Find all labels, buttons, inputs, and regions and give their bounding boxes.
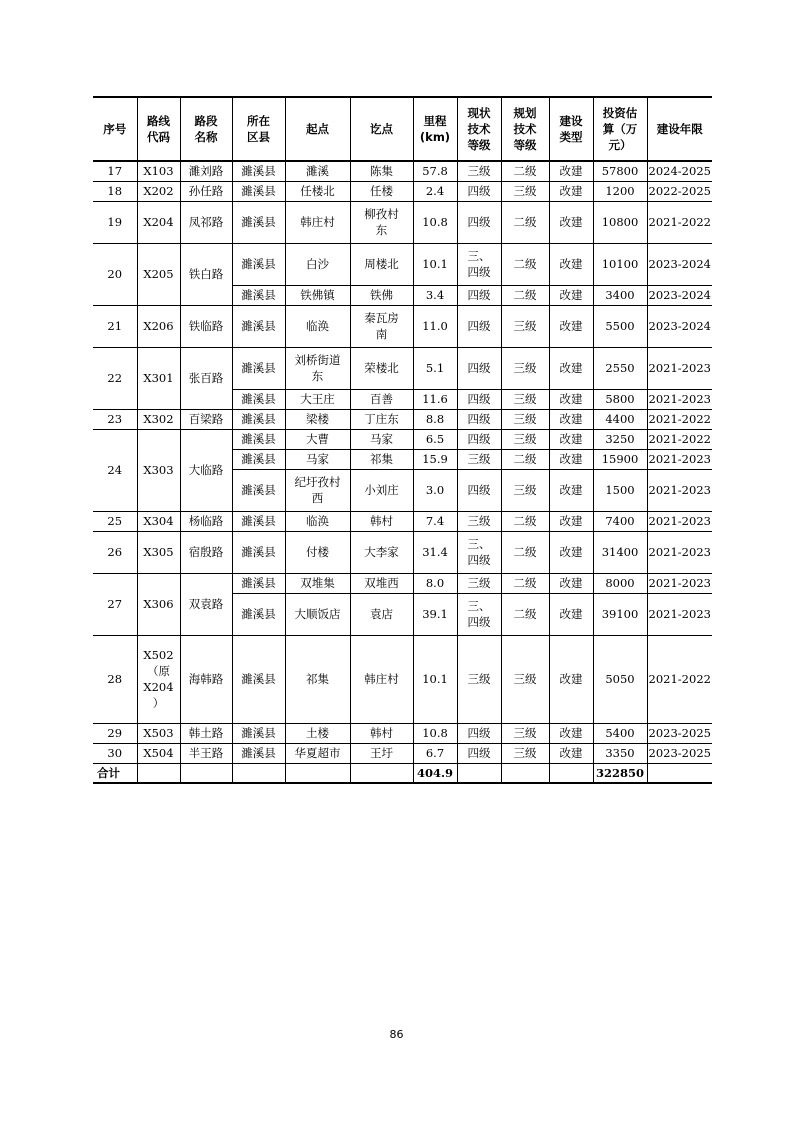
table-row	[93, 305, 712, 347]
investment-cell: 10100	[593, 243, 647, 285]
planned-grade-cell: 三级	[501, 347, 549, 389]
planned-grade-cell: 三级	[501, 469, 549, 511]
start-point-cell: 双堆集	[285, 573, 350, 593]
start-point-cell: 大王庄	[285, 389, 350, 409]
investment-cell: 3350	[593, 743, 647, 763]
route-code-cell: X303	[137, 429, 180, 511]
planned-grade-cell: 三级	[501, 305, 549, 347]
construction-type-cell: 改建	[549, 593, 593, 635]
mileage-cell: 10.1	[413, 243, 457, 285]
county-cell: 濉溪县	[232, 449, 285, 469]
construction-period-cell: 2021-2022	[647, 201, 712, 243]
current-grade-cell: 四级	[457, 743, 501, 763]
road-name-cell: 濉刘路	[180, 161, 232, 181]
route-code-cell: X202	[137, 181, 180, 201]
start-point-cell: 华夏超市	[285, 743, 350, 763]
start-point-cell: 临涣	[285, 511, 350, 531]
start-point-cell: 濉溪	[285, 161, 350, 181]
mileage-cell: 57.8	[413, 161, 457, 181]
road-name-cell: 张百路	[180, 347, 232, 409]
construction-period-cell: 2021-2023	[647, 347, 712, 389]
sequence-number-cell: 17	[93, 161, 137, 181]
planned-grade-cell: 二级	[501, 531, 549, 573]
total-row	[93, 763, 712, 783]
end-point-cell: 柳孜村 东	[350, 201, 413, 243]
construction-type-cell: 改建	[549, 429, 593, 449]
construction-period-cell: 2024-2025	[647, 161, 712, 181]
road-name-cell: 大临路	[180, 429, 232, 511]
table-row	[93, 201, 712, 243]
table-row	[93, 573, 712, 593]
table-row	[93, 723, 712, 743]
investment-cell: 1500	[593, 469, 647, 511]
mileage-cell: 8.8	[413, 409, 457, 429]
road-name-cell: 铁白路	[180, 243, 232, 305]
route-code-cell: X301	[137, 347, 180, 409]
planned-grade-cell: 三级	[501, 409, 549, 429]
column-header: 所在 区县	[232, 97, 285, 161]
table-row	[93, 347, 712, 389]
sequence-number-cell: 18	[93, 181, 137, 201]
end-point-cell: 任楼	[350, 181, 413, 201]
empty-cell	[350, 763, 413, 783]
planned-grade-cell: 二级	[501, 511, 549, 531]
county-cell: 濉溪县	[232, 593, 285, 635]
empty-cell	[137, 763, 180, 783]
construction-period-cell: 2021-2023	[647, 531, 712, 573]
mileage-cell: 8.0	[413, 573, 457, 593]
end-point-cell: 百善	[350, 389, 413, 409]
end-point-cell: 荣楼北	[350, 347, 413, 389]
planned-grade-cell: 三级	[501, 429, 549, 449]
end-point-cell: 韩村	[350, 723, 413, 743]
empty-cell	[457, 763, 501, 783]
table-row	[93, 409, 712, 429]
construction-period-cell: 2021-2023	[647, 389, 712, 409]
construction-type-cell: 改建	[549, 469, 593, 511]
empty-cell	[549, 763, 593, 783]
road-name-cell: 孙任路	[180, 181, 232, 201]
investment-cell: 8000	[593, 573, 647, 593]
column-header: 投资估 算（万 元）	[593, 97, 647, 161]
start-point-cell: 白沙	[285, 243, 350, 285]
empty-cell	[180, 763, 232, 783]
start-point-cell: 大曹	[285, 429, 350, 449]
column-header: 序号	[93, 97, 137, 161]
investment-cell: 5500	[593, 305, 647, 347]
sequence-number-cell: 27	[93, 573, 137, 635]
sequence-number-cell: 23	[93, 409, 137, 429]
mileage-cell: 3.0	[413, 469, 457, 511]
construction-period-cell: 2021-2023	[647, 511, 712, 531]
route-code-cell: X502 （原 X204 ）	[137, 635, 180, 723]
investment-cell: 5050	[593, 635, 647, 723]
construction-period-cell: 2023-2024	[647, 305, 712, 347]
investment-cell: 2550	[593, 347, 647, 389]
construction-period-cell: 2022-2025	[647, 181, 712, 201]
planned-grade-cell: 二级	[501, 285, 549, 305]
start-point-cell: 刘桥街道 东	[285, 347, 350, 389]
empty-cell	[501, 763, 549, 783]
column-header: 现状 技术 等级	[457, 97, 501, 161]
current-grade-cell: 四级	[457, 201, 501, 243]
current-grade-cell: 三、 四级	[457, 531, 501, 573]
empty-cell	[647, 763, 712, 783]
start-point-cell: 韩庄村	[285, 201, 350, 243]
route-code-cell: X304	[137, 511, 180, 531]
start-point-cell: 祁集	[285, 635, 350, 723]
investment-cell: 4400	[593, 409, 647, 429]
start-point-cell: 纪圩孜村 西	[285, 469, 350, 511]
construction-period-cell: 2021-2022	[647, 429, 712, 449]
table-row	[93, 243, 712, 285]
sequence-number-cell: 19	[93, 201, 137, 243]
start-point-cell: 大顺饭店	[285, 593, 350, 635]
planned-grade-cell: 三级	[501, 389, 549, 409]
county-cell: 濉溪县	[232, 285, 285, 305]
total-label: 合计	[93, 763, 137, 783]
mileage-cell: 10.1	[413, 635, 457, 723]
investment-cell: 10800	[593, 201, 647, 243]
mileage-cell: 2.4	[413, 181, 457, 201]
investment-cell: 5800	[593, 389, 647, 409]
construction-type-cell: 改建	[549, 743, 593, 763]
route-code-cell: X205	[137, 243, 180, 305]
route-code-cell: X302	[137, 409, 180, 429]
end-point-cell: 韩庄村	[350, 635, 413, 723]
county-cell: 濉溪县	[232, 389, 285, 409]
mileage-cell: 39.1	[413, 593, 457, 635]
table-row	[93, 161, 712, 181]
end-point-cell: 铁佛	[350, 285, 413, 305]
construction-type-cell: 改建	[549, 285, 593, 305]
road-name-cell: 百梁路	[180, 409, 232, 429]
construction-period-cell: 2023-2025	[647, 743, 712, 763]
end-point-cell: 丁庄东	[350, 409, 413, 429]
current-grade-cell: 四级	[457, 285, 501, 305]
mileage-cell: 11.6	[413, 389, 457, 409]
mileage-cell: 3.4	[413, 285, 457, 305]
county-cell: 濉溪县	[232, 723, 285, 743]
start-point-cell: 付楼	[285, 531, 350, 573]
county-cell: 濉溪县	[232, 243, 285, 285]
construction-type-cell: 改建	[549, 723, 593, 743]
total-mileage: 404.9	[413, 763, 457, 783]
mileage-cell: 5.1	[413, 347, 457, 389]
road-name-cell: 韩土路	[180, 723, 232, 743]
road-name-cell: 双袁路	[180, 573, 232, 635]
county-cell: 濉溪县	[232, 201, 285, 243]
end-point-cell: 祁集	[350, 449, 413, 469]
road-name-cell: 凤祁路	[180, 201, 232, 243]
investment-cell: 15900	[593, 449, 647, 469]
current-grade-cell: 三级	[457, 449, 501, 469]
sequence-number-cell: 26	[93, 531, 137, 573]
current-grade-cell: 三、 四级	[457, 243, 501, 285]
table-row	[93, 181, 712, 201]
planned-grade-cell: 三级	[501, 635, 549, 723]
sequence-number-cell: 25	[93, 511, 137, 531]
route-code-cell: X204	[137, 201, 180, 243]
construction-period-cell: 2023-2024	[647, 243, 712, 285]
end-point-cell: 小刘庄	[350, 469, 413, 511]
county-cell: 濉溪县	[232, 743, 285, 763]
mileage-cell: 11.0	[413, 305, 457, 347]
current-grade-cell: 四级	[457, 409, 501, 429]
road-project-table	[93, 96, 712, 784]
construction-type-cell: 改建	[549, 511, 593, 531]
construction-type-cell: 改建	[549, 531, 593, 573]
construction-period-cell: 2023-2024	[647, 285, 712, 305]
total-investment: 322850	[593, 763, 647, 783]
end-point-cell: 马家	[350, 429, 413, 449]
construction-type-cell: 改建	[549, 201, 593, 243]
road-name-cell: 半王路	[180, 743, 232, 763]
construction-type-cell: 改建	[549, 635, 593, 723]
table-row	[93, 635, 712, 723]
planned-grade-cell: 二级	[501, 243, 549, 285]
sequence-number-cell: 20	[93, 243, 137, 305]
column-header: 起点	[285, 97, 350, 161]
construction-type-cell: 改建	[549, 409, 593, 429]
route-code-cell: X504	[137, 743, 180, 763]
current-grade-cell: 四级	[457, 181, 501, 201]
road-name-cell: 铁临路	[180, 305, 232, 347]
construction-period-cell: 2021-2022	[647, 635, 712, 723]
sequence-number-cell: 30	[93, 743, 137, 763]
investment-cell: 57800	[593, 161, 647, 181]
current-grade-cell: 四级	[457, 305, 501, 347]
planned-grade-cell: 三级	[501, 723, 549, 743]
county-cell: 濉溪县	[232, 429, 285, 449]
mileage-cell: 6.5	[413, 429, 457, 449]
current-grade-cell: 四级	[457, 723, 501, 743]
county-cell: 濉溪县	[232, 181, 285, 201]
empty-cell	[285, 763, 350, 783]
end-point-cell: 王圩	[350, 743, 413, 763]
end-point-cell: 大李家	[350, 531, 413, 573]
table-row	[93, 429, 712, 449]
current-grade-cell: 三级	[457, 161, 501, 181]
investment-cell: 1200	[593, 181, 647, 201]
investment-cell: 31400	[593, 531, 647, 573]
investment-cell: 5400	[593, 723, 647, 743]
column-header: 建设 类型	[549, 97, 593, 161]
county-cell: 濉溪县	[232, 409, 285, 429]
route-code-cell: X206	[137, 305, 180, 347]
construction-period-cell: 2021-2023	[647, 469, 712, 511]
table-header-row	[93, 97, 712, 161]
end-point-cell: 袁店	[350, 593, 413, 635]
mileage-cell: 31.4	[413, 531, 457, 573]
road-name-cell: 海韩路	[180, 635, 232, 723]
start-point-cell: 铁佛镇	[285, 285, 350, 305]
mileage-cell: 15.9	[413, 449, 457, 469]
construction-type-cell: 改建	[549, 347, 593, 389]
mileage-cell: 7.4	[413, 511, 457, 531]
investment-cell: 39100	[593, 593, 647, 635]
construction-period-cell: 2021-2022	[647, 409, 712, 429]
construction-type-cell: 改建	[549, 181, 593, 201]
current-grade-cell: 四级	[457, 429, 501, 449]
empty-cell	[232, 763, 285, 783]
construction-type-cell: 改建	[549, 161, 593, 181]
table-row	[93, 743, 712, 763]
construction-period-cell: 2021-2023	[647, 593, 712, 635]
construction-type-cell: 改建	[549, 389, 593, 409]
mileage-cell: 10.8	[413, 723, 457, 743]
end-point-cell: 韩村	[350, 511, 413, 531]
start-point-cell: 任楼北	[285, 181, 350, 201]
construction-type-cell: 改建	[549, 449, 593, 469]
column-header: 路线 代码	[137, 97, 180, 161]
page-number: 86	[389, 1028, 404, 1041]
road-name-cell: 宿殷路	[180, 531, 232, 573]
construction-type-cell: 改建	[549, 305, 593, 347]
planned-grade-cell: 二级	[501, 201, 549, 243]
investment-cell: 7400	[593, 511, 647, 531]
column-header: 路段 名称	[180, 97, 232, 161]
end-point-cell: 陈集	[350, 161, 413, 181]
current-grade-cell: 四级	[457, 469, 501, 511]
column-header: 建设年限	[647, 97, 712, 161]
mileage-cell: 10.8	[413, 201, 457, 243]
start-point-cell: 临涣	[285, 305, 350, 347]
table-body	[93, 161, 712, 783]
investment-cell: 3400	[593, 285, 647, 305]
current-grade-cell: 四级	[457, 347, 501, 389]
current-grade-cell: 三级	[457, 511, 501, 531]
sequence-number-cell: 22	[93, 347, 137, 409]
route-code-cell: X503	[137, 723, 180, 743]
county-cell: 濉溪县	[232, 531, 285, 573]
planned-grade-cell: 三级	[501, 181, 549, 201]
table-row	[93, 531, 712, 573]
sequence-number-cell: 28	[93, 635, 137, 723]
planned-grade-cell: 二级	[501, 573, 549, 593]
column-header: 里程 (km)	[413, 97, 457, 161]
sequence-number-cell: 24	[93, 429, 137, 511]
column-header: 规划 技术 等级	[501, 97, 549, 161]
planned-grade-cell: 二级	[501, 593, 549, 635]
sequence-number-cell: 29	[93, 723, 137, 743]
investment-cell: 3250	[593, 429, 647, 449]
end-point-cell: 秦瓦房 南	[350, 305, 413, 347]
start-point-cell: 马家	[285, 449, 350, 469]
table-row	[93, 511, 712, 531]
planned-grade-cell: 三级	[501, 743, 549, 763]
planned-grade-cell: 二级	[501, 449, 549, 469]
road-name-cell: 杨临路	[180, 511, 232, 531]
construction-period-cell: 2023-2025	[647, 723, 712, 743]
sequence-number-cell: 21	[93, 305, 137, 347]
county-cell: 濉溪县	[232, 305, 285, 347]
construction-period-cell: 2021-2023	[647, 449, 712, 469]
start-point-cell: 梁楼	[285, 409, 350, 429]
mileage-cell: 6.7	[413, 743, 457, 763]
county-cell: 濉溪县	[232, 511, 285, 531]
column-header: 讫点	[350, 97, 413, 161]
current-grade-cell: 三、 四级	[457, 593, 501, 635]
county-cell: 濉溪县	[232, 635, 285, 723]
current-grade-cell: 三级	[457, 635, 501, 723]
current-grade-cell: 三级	[457, 573, 501, 593]
construction-type-cell: 改建	[549, 243, 593, 285]
county-cell: 濉溪县	[232, 573, 285, 593]
route-code-cell: X103	[137, 161, 180, 181]
planned-grade-cell: 二级	[501, 161, 549, 181]
route-code-cell: X305	[137, 531, 180, 573]
construction-type-cell: 改建	[549, 573, 593, 593]
construction-period-cell: 2021-2023	[647, 573, 712, 593]
county-cell: 濉溪县	[232, 347, 285, 389]
route-code-cell: X306	[137, 573, 180, 635]
county-cell: 濉溪县	[232, 469, 285, 511]
end-point-cell: 双堆西	[350, 573, 413, 593]
start-point-cell: 土楼	[285, 723, 350, 743]
current-grade-cell: 四级	[457, 389, 501, 409]
county-cell: 濉溪县	[232, 161, 285, 181]
end-point-cell: 周楼北	[350, 243, 413, 285]
